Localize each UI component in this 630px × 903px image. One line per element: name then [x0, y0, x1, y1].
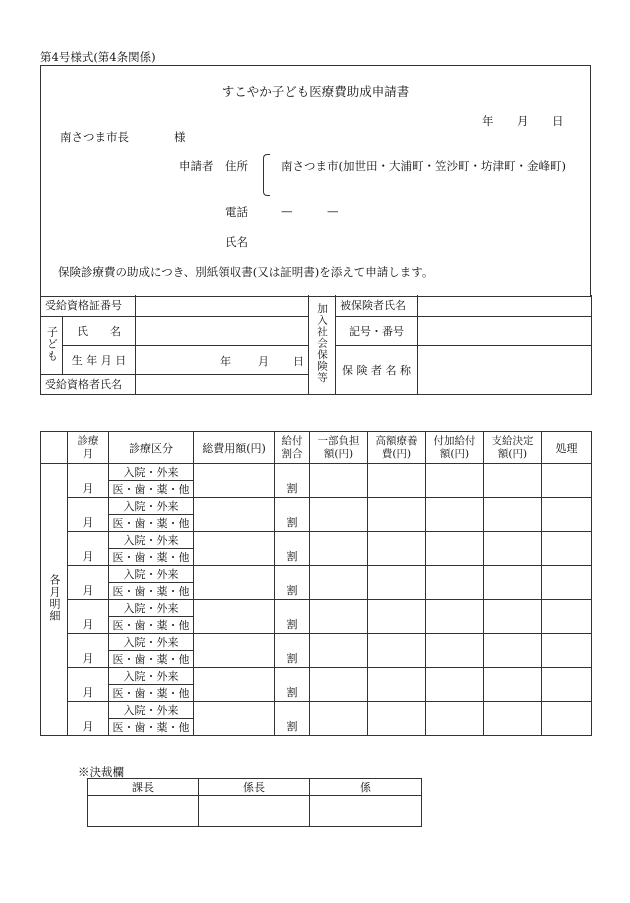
symbol-number-cell — [418, 316, 592, 345]
recipient-name-cell — [136, 374, 309, 394]
detail-payment — [484, 498, 542, 532]
header-payment: 支給決定額(円) — [484, 432, 542, 464]
detail-high-cost — [368, 668, 426, 702]
header-month: 診療月 — [68, 432, 109, 464]
insured-name-label: 被保険者氏名 — [336, 295, 418, 316]
approval-staff-label: 係 — [310, 779, 422, 796]
detail-ratio: 割 — [275, 600, 310, 634]
detail-additional — [426, 634, 484, 668]
details-table — [40, 431, 592, 736]
date-month: 月 — [517, 114, 529, 128]
detail-process — [542, 668, 592, 702]
detail-facility: 医・歯・薬・他 — [109, 583, 194, 600]
detail-facility: 医・歯・薬・他 — [109, 549, 194, 566]
detail-total — [194, 464, 275, 498]
header-additional: 付加給付額(円) — [426, 432, 484, 464]
detail-month: 月 — [68, 702, 109, 736]
approval-table — [87, 778, 422, 827]
detail-row — [41, 600, 592, 617]
detail-row — [41, 634, 592, 651]
birth-year: 年 — [220, 354, 231, 368]
detail-ratio: 割 — [275, 566, 310, 600]
insurer-name-cell — [418, 345, 592, 394]
detail-additional — [426, 532, 484, 566]
detail-row — [41, 566, 592, 583]
approval-label: ※決裁欄 — [78, 765, 124, 779]
header-process: 処理 — [542, 432, 592, 464]
detail-type: 入院・外来 — [109, 668, 194, 685]
detail-row — [41, 498, 592, 515]
detail-high-cost — [368, 532, 426, 566]
detail-facility: 医・歯・薬・他 — [109, 651, 194, 668]
detail-high-cost — [368, 566, 426, 600]
detail-row — [41, 668, 592, 685]
detail-month: 月 — [68, 634, 109, 668]
info-table — [40, 295, 592, 395]
detail-type: 入院・外来 — [109, 634, 194, 651]
child-label: 子ども — [45, 325, 59, 362]
detail-facility: 医・歯・薬・他 — [109, 481, 194, 498]
header-total: 総費用額(円) — [194, 432, 275, 464]
detail-type: 入院・外来 — [109, 464, 194, 481]
form-number: 第4号様式(第4条関係) — [40, 50, 156, 64]
detail-additional — [426, 600, 484, 634]
detail-process — [542, 464, 592, 498]
detail-payment — [484, 464, 542, 498]
detail-month: 月 — [68, 566, 109, 600]
insured-name-cell — [418, 295, 592, 316]
detail-additional — [426, 702, 484, 736]
detail-process — [542, 634, 592, 668]
approval-staff-stamp — [310, 796, 422, 827]
detail-additional — [426, 498, 484, 532]
approval-chief-label: 課長 — [88, 779, 199, 796]
detail-payment — [484, 634, 542, 668]
side-label-cell — [41, 464, 68, 736]
detail-row — [41, 702, 592, 719]
phone-label: 電話 — [225, 205, 248, 219]
approval-subchief-label: 係長 — [199, 779, 310, 796]
detail-payment — [484, 668, 542, 702]
detail-ratio: 割 — [275, 532, 310, 566]
detail-month: 月 — [68, 532, 109, 566]
detail-ratio: 割 — [275, 498, 310, 532]
detail-high-cost — [368, 634, 426, 668]
addressee-name: 南さつま市長 — [60, 130, 129, 144]
header-ratio: 給付割合 — [275, 432, 310, 464]
detail-copay — [310, 464, 368, 498]
detail-total — [194, 498, 275, 532]
detail-copay — [310, 498, 368, 532]
detail-ratio: 割 — [275, 634, 310, 668]
insurance-label: 加入社会保険等 — [316, 302, 329, 383]
detail-payment — [484, 702, 542, 736]
address-value: 南さつま市(加世田・大浦町・笠沙町・坊津町・金峰町) — [281, 159, 566, 173]
date-year: 年 — [482, 114, 494, 128]
detail-additional — [426, 668, 484, 702]
detail-copay — [310, 702, 368, 736]
detail-total — [194, 702, 275, 736]
application-box — [40, 65, 591, 297]
detail-type: 入院・外来 — [109, 498, 194, 515]
detail-type: 入院・外来 — [109, 566, 194, 583]
detail-type: 入院・外来 — [109, 702, 194, 719]
detail-facility: 医・歯・薬・他 — [109, 719, 194, 736]
detail-high-cost — [368, 498, 426, 532]
detail-copay — [310, 532, 368, 566]
detail-total — [194, 600, 275, 634]
detail-month: 月 — [68, 498, 109, 532]
date-day: 日 — [552, 114, 564, 128]
detail-ratio: 割 — [275, 464, 310, 498]
detail-month: 月 — [68, 600, 109, 634]
detail-high-cost — [368, 464, 426, 498]
header-copay: 一部負担額(円) — [310, 432, 368, 464]
birth-date-label: 生 年 月 日 — [63, 345, 136, 374]
detail-type: 入院・外来 — [109, 532, 194, 549]
detail-copay — [310, 600, 368, 634]
detail-payment — [484, 600, 542, 634]
detail-high-cost — [368, 702, 426, 736]
detail-row — [41, 532, 592, 549]
form-title: すこやか子ども医療費助成申請書 — [221, 84, 410, 99]
recipient-name-label: 受給資格者氏名 — [41, 374, 136, 394]
header-blank — [41, 432, 68, 464]
detail-facility: 医・歯・薬・他 — [109, 515, 194, 532]
insurance-label-cell — [309, 295, 336, 394]
child-label-cell — [41, 316, 63, 374]
address-label: 住所 — [225, 159, 248, 173]
detail-month: 月 — [68, 668, 109, 702]
approval-subchief-stamp — [199, 796, 310, 827]
detail-copay — [310, 566, 368, 600]
detail-row — [41, 464, 592, 481]
phone-dash-1: — — [281, 204, 293, 218]
detail-month: 月 — [68, 464, 109, 498]
header-high-cost: 高額療養費(円) — [368, 432, 426, 464]
detail-additional — [426, 464, 484, 498]
side-label: 各月明細 — [48, 574, 61, 622]
address-bracket — [263, 154, 270, 196]
addressee-honorific: 様 — [174, 130, 186, 144]
detail-payment — [484, 532, 542, 566]
statement: 保険診療費の助成につき、別紙領収書(又は証明書)を添えて申請します。 — [58, 265, 434, 279]
cert-number-label: 受給資格証番号 — [41, 295, 136, 316]
detail-process — [542, 532, 592, 566]
child-name-label: 氏 名 — [63, 316, 136, 345]
header-category: 診療区分 — [109, 432, 194, 464]
detail-ratio: 割 — [275, 668, 310, 702]
detail-copay — [310, 668, 368, 702]
detail-ratio: 割 — [275, 702, 310, 736]
cert-number-cell — [136, 295, 309, 316]
birth-day: 日 — [293, 354, 304, 368]
detail-payment — [484, 566, 542, 600]
phone-dash-2: — — [327, 204, 339, 218]
name-label: 氏名 — [225, 235, 248, 249]
insurer-name-label: 保 険 者 名 称 — [336, 345, 418, 394]
detail-process — [542, 566, 592, 600]
detail-total — [194, 566, 275, 600]
detail-additional — [426, 566, 484, 600]
detail-process — [542, 600, 592, 634]
detail-facility: 医・歯・薬・他 — [109, 685, 194, 702]
detail-total — [194, 668, 275, 702]
birth-month: 月 — [258, 354, 269, 368]
detail-total — [194, 634, 275, 668]
birth-date-cell — [136, 345, 309, 374]
detail-process — [542, 702, 592, 736]
detail-total — [194, 532, 275, 566]
approval-chief-stamp — [88, 796, 199, 827]
symbol-number-label: 記号・番号 — [336, 316, 418, 345]
detail-facility: 医・歯・薬・他 — [109, 617, 194, 634]
applicant-label: 申請者 — [179, 159, 214, 173]
child-name-cell — [136, 316, 309, 345]
detail-type: 入院・外来 — [109, 600, 194, 617]
detail-high-cost — [368, 600, 426, 634]
detail-process — [542, 498, 592, 532]
detail-copay — [310, 634, 368, 668]
